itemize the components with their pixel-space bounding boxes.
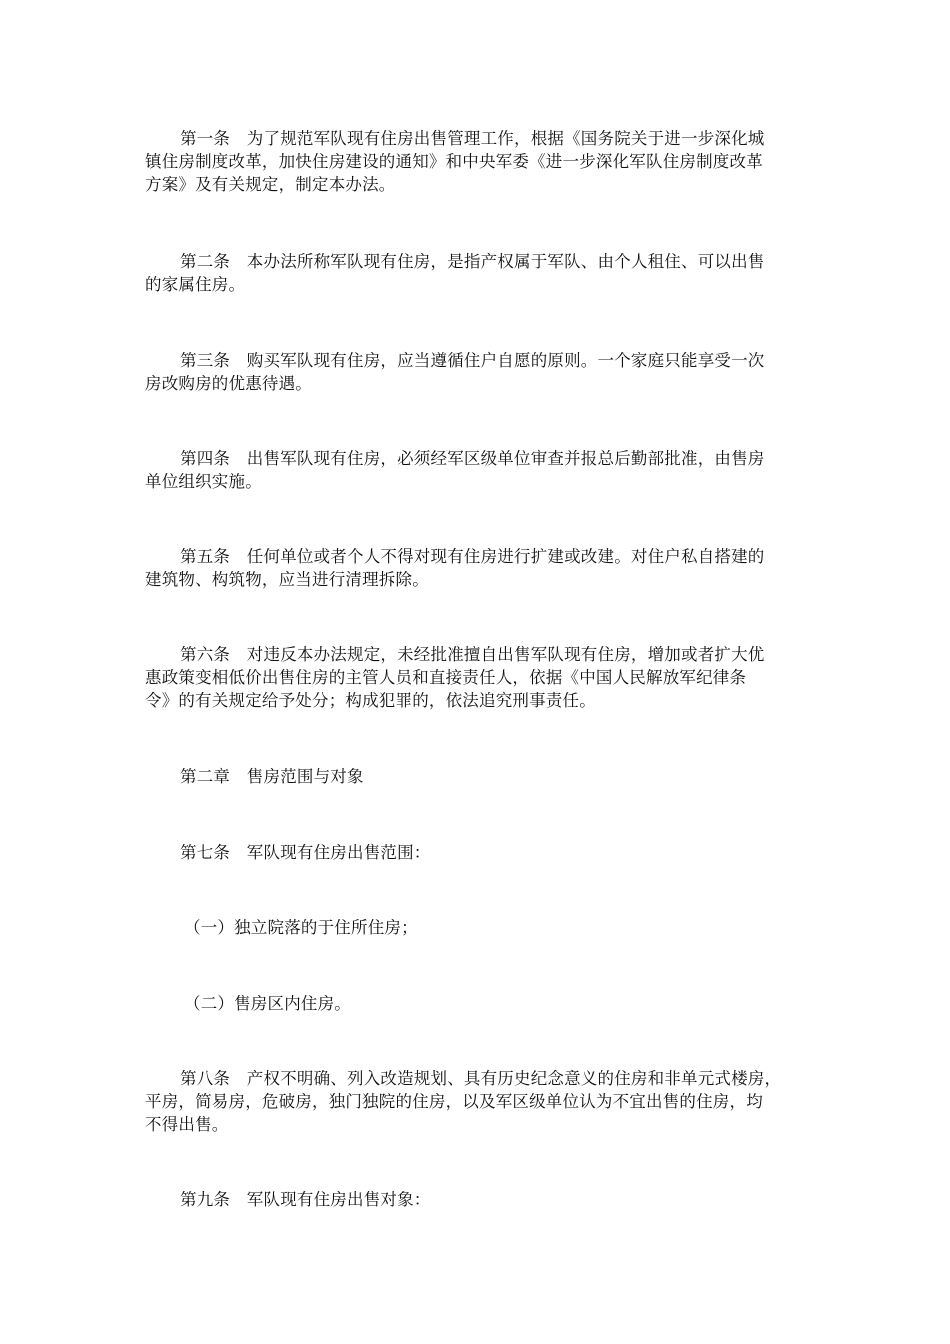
article-8-line-3: 不得出售。: [145, 1115, 229, 1134]
article-6-line-2: 惠政策变相低价出售住房的主管人员和直接责任人，依据《中国人民解放军纪律条: [145, 668, 747, 687]
article-4-line-2: 单位组织实施。: [145, 472, 262, 491]
article-3-line-1: 第三条 购买军队现有住房，应当遵循住户自愿的原则。一个家庭只能享受一次: [180, 351, 765, 370]
article-5-line-1: 第五条 任何单位或者个人不得对现有住房进行扩建或改建。对住户私自搭建的: [180, 547, 765, 566]
article-5-line-2: 建筑物、构筑物，应当进行清理拆除。: [145, 570, 429, 589]
article-7-line-1: 第七条 军队现有住房出售范围：: [180, 843, 431, 862]
article-2-line-1: 第二条 本办法所称军队现有住房，是指产权属于军队、由个人租住、可以出售: [180, 252, 765, 271]
article-6-line-3: 令》的有关规定给予处分；构成犯罪的，依法追究刑事责任。: [145, 691, 596, 710]
chapter-2-title: 第二章 售房范围与对象: [180, 767, 364, 786]
article-3-line-2: 房改购房的优惠待遇。: [145, 374, 312, 393]
article-9-line-1: 第九条 军队现有住房出售对象：: [180, 1190, 431, 1209]
item-2-line-1: （二）售房区内住房。: [184, 994, 351, 1013]
article-1-line-1: 第一条 为了规范军队现有住房出售管理工作，根据《国务院关于进一步深化城: [180, 129, 765, 148]
article-1-line-3: 方案》及有关规定，制定本办法。: [145, 175, 396, 194]
item-1-line-1: （一）独立院落的于住所住房；: [184, 918, 418, 937]
article-8-line-2: 平房，简易房，危破房，独门独院的住房，以及军区级单位认为不宜出售的住房，均: [145, 1092, 763, 1111]
article-2-line-2: 的家属住房。: [145, 275, 246, 294]
article-1-line-2: 镇住房制度改革，加快住房建设的通知》和中央军委《进一步深化军队住房制度改革: [145, 152, 763, 171]
article-8-line-1: 第八条 产权不明确、列入改造规划、具有历史纪念意义的住房和非单元式楼房，: [180, 1069, 782, 1088]
article-4-line-1: 第四条 出售军队现有住房，必须经军区级单位审查并报总后勤部批准，由售房: [180, 449, 765, 468]
article-6-line-1: 第六条 对违反本办法规定，未经批准擅自出售军队现有住房，增加或者扩大优: [180, 645, 765, 664]
